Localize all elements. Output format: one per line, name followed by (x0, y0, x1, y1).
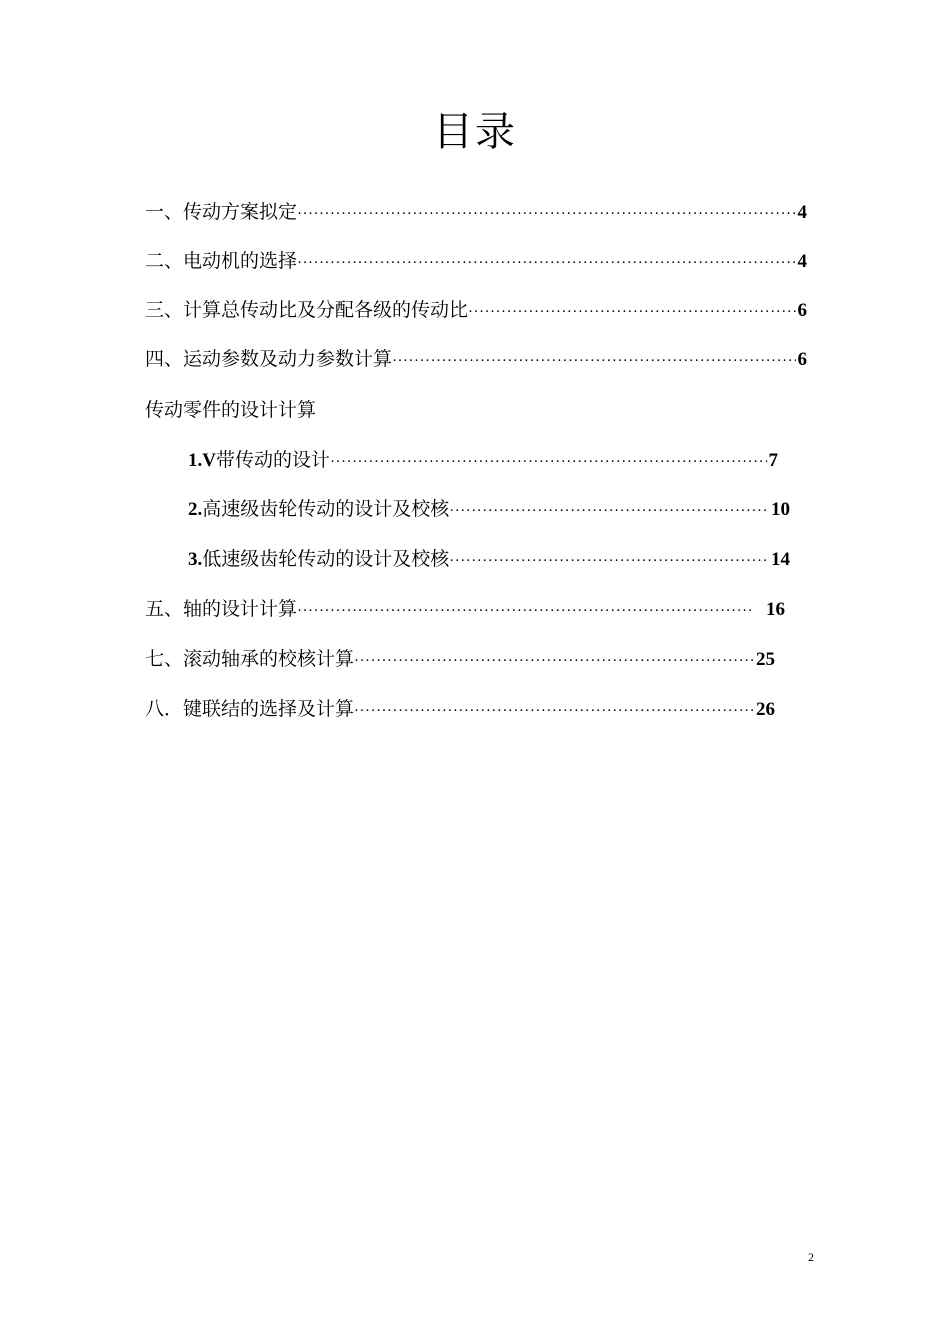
page-number: 2 (808, 1250, 814, 1264)
toc-entry-page: 26 (756, 699, 775, 720)
toc-entry-number: 2. (188, 499, 203, 520)
toc-leader-dots (330, 446, 767, 476)
toc-leader-dots (449, 495, 769, 525)
toc-leader-dots (297, 247, 795, 277)
toc-entry-page: 10 (771, 499, 790, 520)
toc-entry-page: 7 (768, 450, 778, 471)
toc-entry-text: 三、计算总传动比及分配各级的传动比 (145, 299, 469, 321)
toc-entry[interactable] (145, 593, 785, 625)
toc-leader-dots (468, 296, 795, 326)
toc-entry-text: 低速级齿轮传动的设计及校核 (202, 548, 450, 570)
toc-entry[interactable] (145, 643, 775, 675)
toc-entry[interactable] (145, 245, 807, 277)
toc-entry-text: 传动零件的设计计算 (145, 399, 317, 421)
toc-entry[interactable] (145, 693, 775, 725)
toc-entry-page: 14 (771, 549, 790, 570)
toc-entry-page: 4 (797, 251, 807, 272)
toc-leader-dots (449, 545, 769, 575)
toc-entry-text: 八．键联结的选择及计算 (145, 698, 355, 720)
toc-entry-text: 五、轴的设计计算 (145, 598, 298, 620)
toc-entry-text: 带传动的设计 (215, 449, 330, 471)
toc-section-heading[interactable] (145, 394, 807, 426)
toc-entry-text: 高速级齿轮传动的设计及校核 (202, 498, 450, 520)
toc-subentry[interactable] (188, 444, 778, 476)
toc-entry-text: 二、电动机的选择 (145, 250, 298, 272)
toc-entry-page: 16 (766, 599, 785, 620)
toc-leader-dots (297, 595, 752, 625)
toc-entry-text: 七、滚动轴承的校核计算 (145, 648, 355, 670)
toc-leader-dots (354, 645, 754, 675)
toc-entry-number: 1.V (188, 450, 216, 471)
toc-subentry[interactable] (188, 493, 790, 525)
toc-entry-number: 3. (188, 549, 203, 570)
toc-entry[interactable] (145, 294, 807, 326)
toc-leader-dots (354, 695, 754, 725)
toc-subentry[interactable] (188, 543, 790, 575)
toc-leader-dots (392, 345, 795, 375)
toc-leader-dots (297, 198, 795, 228)
toc-entry-page: 6 (797, 349, 807, 370)
toc-entry-page: 4 (797, 202, 807, 223)
toc-title: 目录 (433, 109, 517, 155)
toc-entry-text: 四、运动参数及动力参数计算 (145, 348, 393, 370)
toc-entry-text: 一、传动方案拟定 (145, 201, 298, 223)
toc-entry[interactable] (145, 343, 807, 375)
toc-entry-page: 6 (797, 300, 807, 321)
toc-entry[interactable] (145, 196, 807, 228)
toc-entry-page: 25 (756, 649, 775, 670)
